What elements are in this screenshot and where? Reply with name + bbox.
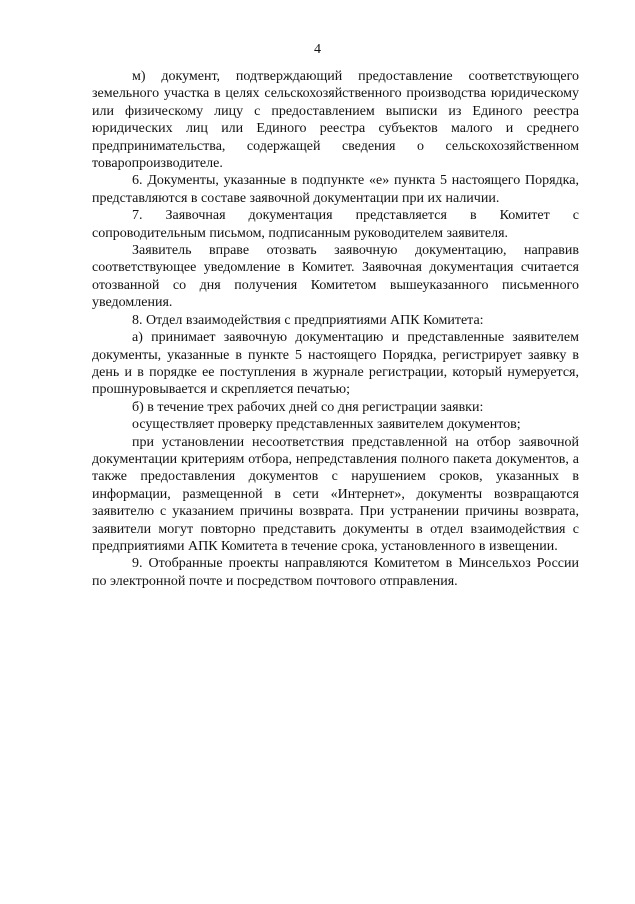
paragraph-6: 6. Документы, указанные в подпункте «е» пункта 5 настоящего Порядка, представляются в составе заявочной документации при их наличии.: [92, 173, 579, 206]
paragraph-return-conditions: при установлении несоответствия представленной на отбор заявочной документации критериям отбора, непредставления полного пакета документов, а также предоставления документов с нарушением сроков, указанных в информации, размещенной в сети «Интернет», документы возвращаются заявителю с указанием причины возврата. При устранении причины возврата, заявители могут повторно представить документы в отдел взаимодействия с предприятиями АПК Комитета в течение срока, установленного в извещении.: [92, 434, 579, 554]
paragraph-verification: осуществляет проверку представленных заявителем документов;: [132, 417, 521, 433]
paragraph-8: 8. Отдел взаимодействия с предприятиями АПК Комитета:: [132, 312, 484, 328]
paragraph-m-land-document: м) документ, подтверждающий предоставление соответствующего земельного участка в целях сельскохозяйственного производства юридическому или физическому лицу с предоставлением выписки из Единого реестра юридических лиц или Единого реестра субъектов малого и среднего предпринимательства, содержащей сведения о сельскохозяйственном товаропроизводителе.: [92, 69, 579, 172]
paragraph-8a: а) принимает заявочную документацию и представленные заявителем документы, указанные в пункте 5 настоящего Порядка, регистрирует заявку в день и в порядке ее поступления в журнале регистрации, который нумеруется, прошнуровывается и скрепляется печатью;: [92, 330, 579, 398]
page-number: 4: [314, 42, 321, 57]
paragraph-9: 9. Отобранные проекты направляются Комитетом в Минсельхоз России по электронной почте и посредством почтового отправления.: [92, 556, 579, 589]
paragraph-8b: б) в течение трех рабочих дней со дня регистрации заявки:: [132, 399, 484, 415]
paragraph-7: 7. Заявочная документация представляется в Комитет с сопроводительным письмом, подписанным руководителем заявителя.: [92, 208, 579, 241]
paragraph-withdrawal: Заявитель вправе отозвать заявочную документацию, направив соответствующее уведомление в Комитет. Заявочная документация считается отозванной со дня получения Комитетом вышеуказанного письменного уведомления.: [92, 243, 579, 311]
document-body: [92, 68, 579, 590]
